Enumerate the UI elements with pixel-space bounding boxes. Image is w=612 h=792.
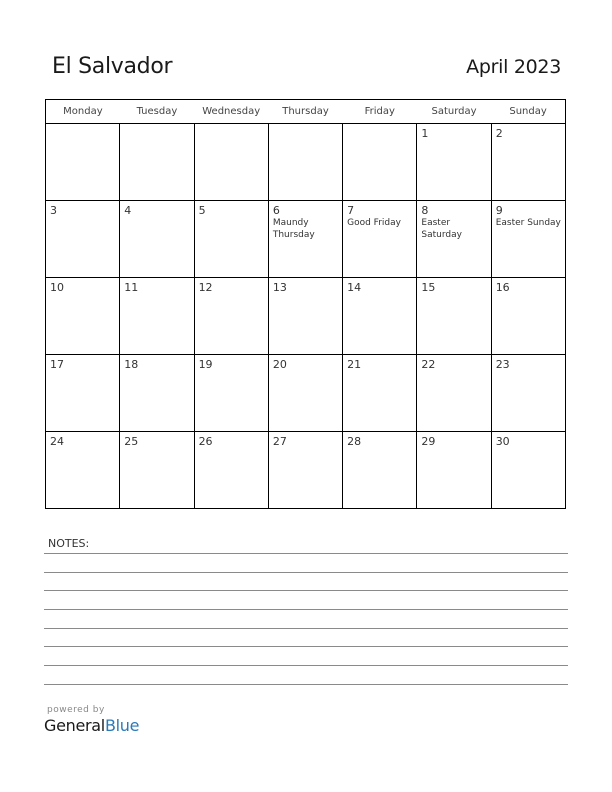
holiday-label: Easter Saturday — [421, 218, 462, 240]
day-number: 12 — [198, 281, 213, 294]
week-row — [46, 355, 566, 432]
day-cell — [491, 201, 565, 278]
day-cell — [417, 124, 491, 201]
notes-line — [44, 684, 568, 685]
weekday-header: Sunday — [491, 100, 565, 124]
day-cell — [417, 201, 491, 278]
day-cell — [46, 278, 120, 355]
day-number: 19 — [198, 358, 213, 371]
day-cell — [46, 124, 120, 201]
weekday-header-row — [46, 100, 566, 124]
day-cell — [120, 124, 194, 201]
day-number: 3 — [50, 204, 57, 217]
day-number: 16 — [495, 281, 510, 294]
notes-line — [44, 646, 568, 647]
day-number: 6 — [272, 204, 280, 217]
week-row — [46, 278, 566, 355]
week-row — [46, 124, 566, 201]
day-number: 30 — [495, 435, 510, 448]
week-row — [46, 201, 566, 278]
day-cell — [268, 201, 342, 278]
day-cell — [491, 432, 565, 509]
day-cell — [194, 432, 268, 509]
day-number: 24 — [50, 435, 64, 448]
calendar-country-title: El Salvador — [52, 54, 173, 79]
day-cell — [268, 124, 342, 201]
day-number: 20 — [272, 358, 287, 371]
day-cell — [343, 278, 417, 355]
day-number: 15 — [421, 281, 436, 294]
day-number: 25 — [124, 435, 139, 448]
weekday-header: Monday — [46, 100, 120, 124]
day-cell — [343, 355, 417, 432]
day-number: 21 — [347, 358, 362, 371]
notes-label: NOTES: — [48, 537, 90, 550]
notes-line — [44, 590, 568, 591]
weekday-header: Thursday — [268, 100, 342, 124]
day-number: 13 — [272, 281, 287, 294]
day-cell — [46, 355, 120, 432]
day-cell — [343, 432, 417, 509]
day-number: 26 — [198, 435, 213, 448]
day-cell — [194, 278, 268, 355]
notes-line — [44, 553, 568, 554]
day-number: 18 — [124, 358, 139, 371]
day-cell — [491, 355, 565, 432]
day-number: 2 — [495, 127, 503, 140]
weekday-header: Saturday — [417, 100, 491, 124]
day-cell — [46, 201, 120, 278]
day-cell — [120, 432, 194, 509]
day-number: 29 — [421, 435, 436, 448]
day-number: 7 — [347, 204, 355, 217]
calendar-grid — [45, 99, 566, 509]
weekday-header: Tuesday — [120, 100, 194, 124]
day-cell — [491, 278, 565, 355]
day-cell — [417, 278, 491, 355]
holiday-label: Maundy Thursday — [272, 218, 315, 240]
day-cell — [194, 201, 268, 278]
day-cell — [268, 432, 342, 509]
brand-general: General — [44, 716, 105, 735]
calendar-month-year: April 2023 — [466, 56, 561, 78]
day-number: 23 — [495, 358, 510, 371]
weekday-header: Wednesday — [194, 100, 268, 124]
day-number: 1 — [421, 127, 429, 140]
notes-line — [44, 609, 568, 610]
holiday-label: Good Friday — [347, 218, 401, 228]
day-number: 27 — [272, 435, 287, 448]
day-number: 14 — [347, 281, 362, 294]
weekday-header: Friday — [343, 100, 417, 124]
holiday-label: Easter Sunday — [495, 218, 561, 228]
day-cell — [194, 124, 268, 201]
day-number: 8 — [421, 204, 429, 217]
day-number: 17 — [50, 358, 64, 371]
day-cell — [268, 278, 342, 355]
day-cell — [268, 355, 342, 432]
day-cell — [120, 278, 194, 355]
day-cell — [46, 432, 120, 509]
day-number: 28 — [347, 435, 362, 448]
day-number: 4 — [124, 204, 132, 217]
notes-line — [44, 665, 568, 666]
day-number: 11 — [124, 281, 139, 294]
day-cell — [120, 355, 194, 432]
notes-line — [44, 572, 568, 573]
powered-by-text: powered by — [47, 705, 105, 715]
day-cell — [343, 201, 417, 278]
day-cell — [343, 124, 417, 201]
day-cell — [491, 124, 565, 201]
day-number: 5 — [198, 204, 206, 217]
day-number: 10 — [50, 281, 64, 294]
brand-blue: Blue — [104, 716, 140, 735]
day-number: 22 — [421, 358, 436, 371]
notes-line — [44, 628, 568, 629]
day-cell — [417, 355, 491, 432]
generalblue-logo — [44, 716, 139, 735]
week-row — [46, 432, 566, 509]
day-number: 9 — [495, 204, 503, 217]
day-cell — [417, 432, 491, 509]
day-cell — [120, 201, 194, 278]
day-cell — [194, 355, 268, 432]
